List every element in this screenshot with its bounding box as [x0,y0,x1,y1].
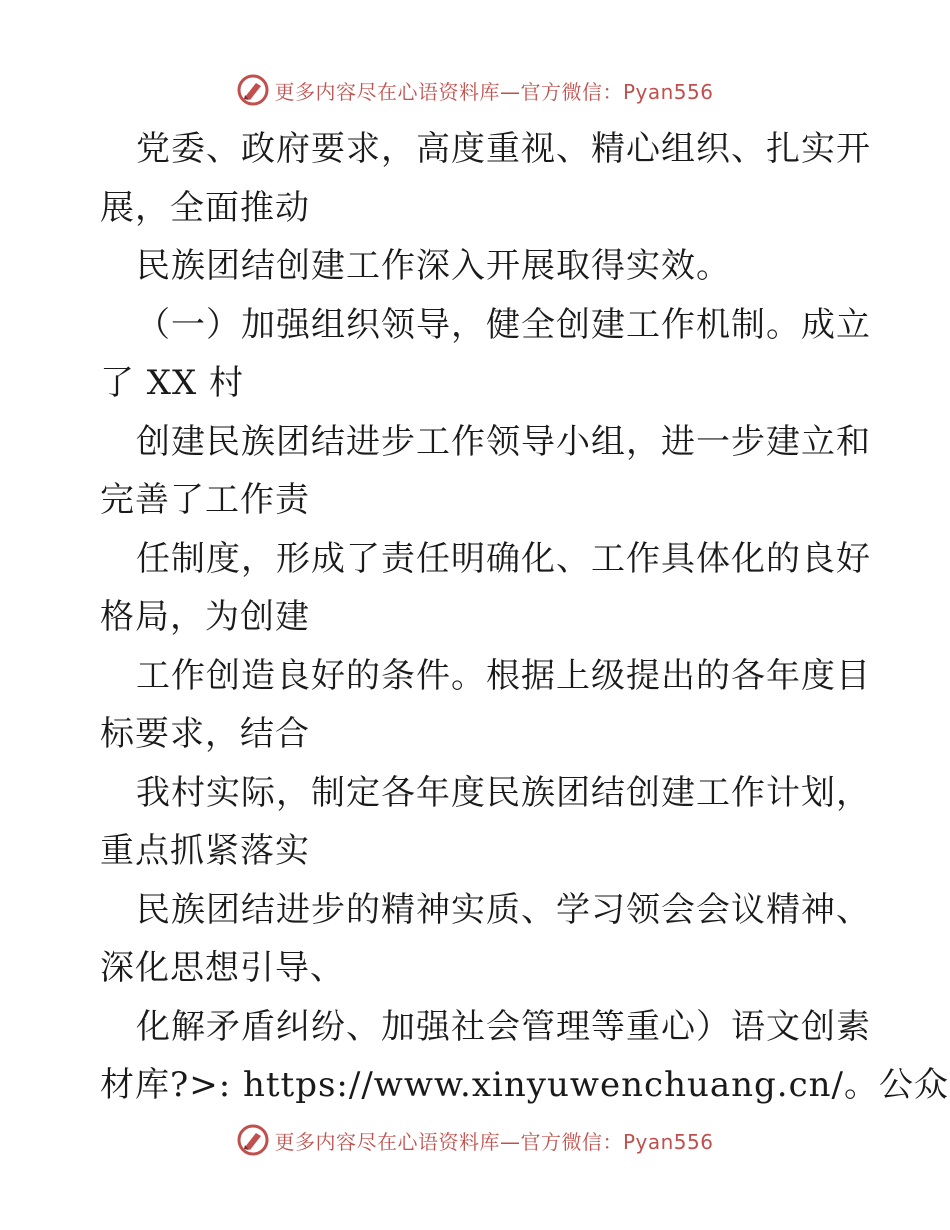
text-line: 创建民族团结进步工作领导小组，进一步建立和 [136,421,871,462]
text-line: 工作创造良好的条件。根据上级提出的各年度目 [136,655,871,696]
text-line: 化解矛盾纠纷、加强社会管理等重心）语文创素 [136,1006,871,1047]
text-line: 党委、政府要求，高度重视、精心组织、扎实开 [136,129,871,169]
text-line: 深化思想引导、 [100,948,345,988]
text-line: 标要求，结合 [100,714,310,754]
text-line: 展，全面推动 [100,187,310,228]
header-banner-text: 更多内容尽在心语资料库—官方微信：Pyan556 [274,79,714,104]
text-line: （一）加强组织领导，健全创建工作机制。成立 [136,304,871,345]
footer-banner-text: 更多内容尽在心语资料库—官方微信：Pyan556 [274,1129,714,1154]
text-line: 任制度，形成了责任明确化、工作具体化的良好 [136,538,871,579]
text-line: 了 XX 村 [100,363,245,403]
text-line: 民族团结创建工作深入开展取得实效。 [136,246,731,286]
text-line: 格局，为创建 [100,597,310,637]
text-line: 材库?>: https://www.xinyuwenchuang.cn/。公众 [100,1065,950,1105]
text-line: 我村实际，制定各年度民族团结创建工作计划， [136,772,871,813]
text-line: 完善了工作责 [100,480,310,520]
footer-banner [0,1120,950,1160]
text-line: 重点抓紧落实 [100,831,310,871]
logo-icon [236,1123,270,1157]
logo-icon [236,73,270,107]
header-banner [0,70,950,110]
document-body [100,120,950,1115]
text-line: 民族团结进步的精神实质、学习领会会议精神、 [136,889,871,930]
